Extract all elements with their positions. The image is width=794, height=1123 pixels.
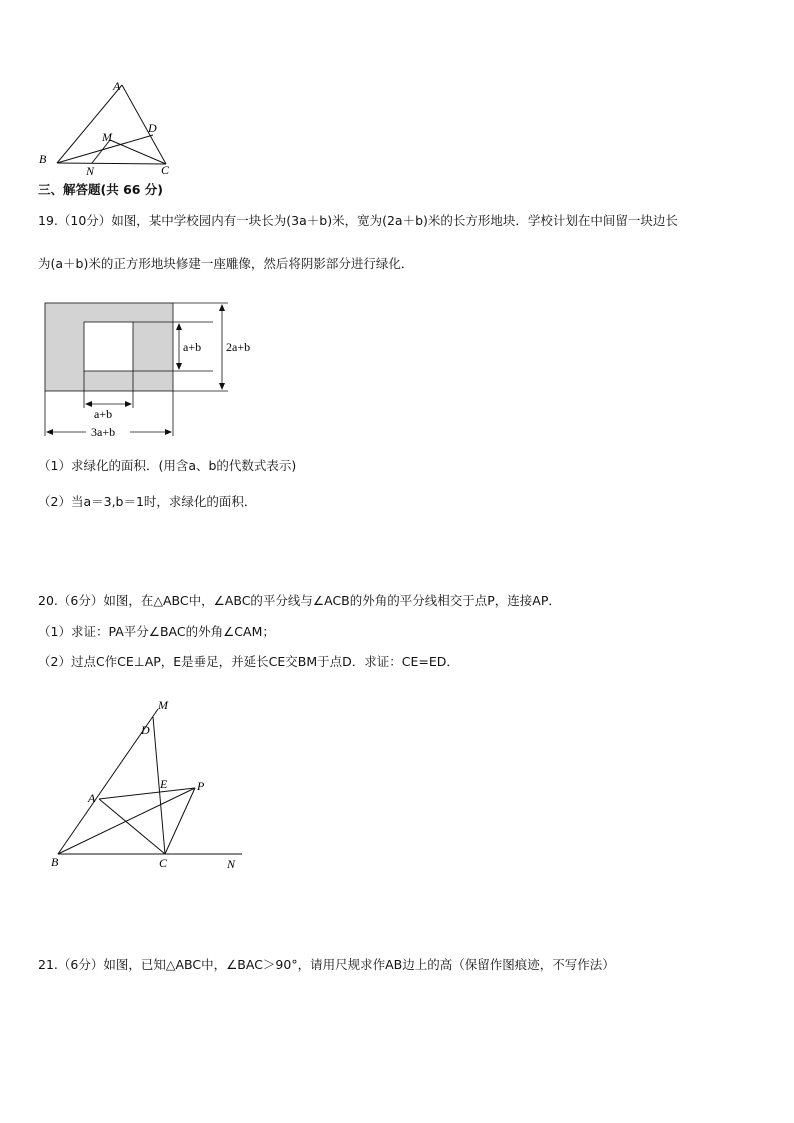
q19-part2: （2）当a＝3,b＝1时，求绿化的面积．	[38, 494, 257, 509]
label-width: 3a+b	[91, 425, 116, 439]
label-b: B	[51, 855, 59, 869]
label-b: B	[39, 152, 47, 166]
q20-part1: （1）求证：PA平分∠BAC的外角∠CAM；	[38, 624, 275, 639]
label-height: 2a+b	[226, 340, 251, 354]
label-d: D	[141, 723, 150, 737]
label-m: M	[158, 698, 168, 712]
label-inner-side: a+b	[183, 340, 202, 354]
q19-line1: 19.（10分）如图，某中学校园内有一块长为(3a＋b)米，宽为(2a＋b)米的长方形地块．学校计划在中间留一块边长	[38, 213, 678, 228]
label-n: N	[227, 857, 236, 871]
label-inner-width: a+b	[94, 407, 113, 421]
label-a: A	[113, 79, 121, 93]
statue-square	[84, 322, 133, 371]
q19-part1: （1）求绿化的面积．(用含a、b的代数式表示)	[38, 458, 297, 473]
label-n: N	[86, 164, 95, 178]
q19-line2: 为(a＋b)米的正方形地块修建一座雕像，然后将阴影部分进行绿化．	[38, 256, 414, 271]
section-heading: 三、解答题(共 66 分)	[38, 182, 164, 197]
label-c: C	[161, 163, 170, 177]
rectangle-plot-figure	[38, 296, 258, 441]
q20-part2: （2）过点C作CE⊥AP，E是垂足，并延长CE交BM于点D．求证：CE=ED．	[38, 654, 459, 669]
label-p: P	[197, 779, 205, 793]
label-d: D	[148, 121, 157, 135]
label-e: E	[160, 777, 168, 791]
label-a: A	[88, 791, 96, 805]
label-m: M	[102, 130, 112, 144]
triangle-abc-figure	[30, 75, 190, 180]
q20-line1: 20.（6分）如图，在△ABC中，∠ABC的平分线与∠ACB的外角的平分线相交于点P，连接AP．	[38, 593, 561, 608]
q21-line1: 21.（6分）如图，已知△ABC中，∠BAC＞90°，请用尺规求作AB边上的高（保留作图痕迹，不写作法）	[38, 957, 615, 972]
triangle-bisector-figure	[40, 695, 255, 880]
label-c: C	[159, 856, 168, 870]
